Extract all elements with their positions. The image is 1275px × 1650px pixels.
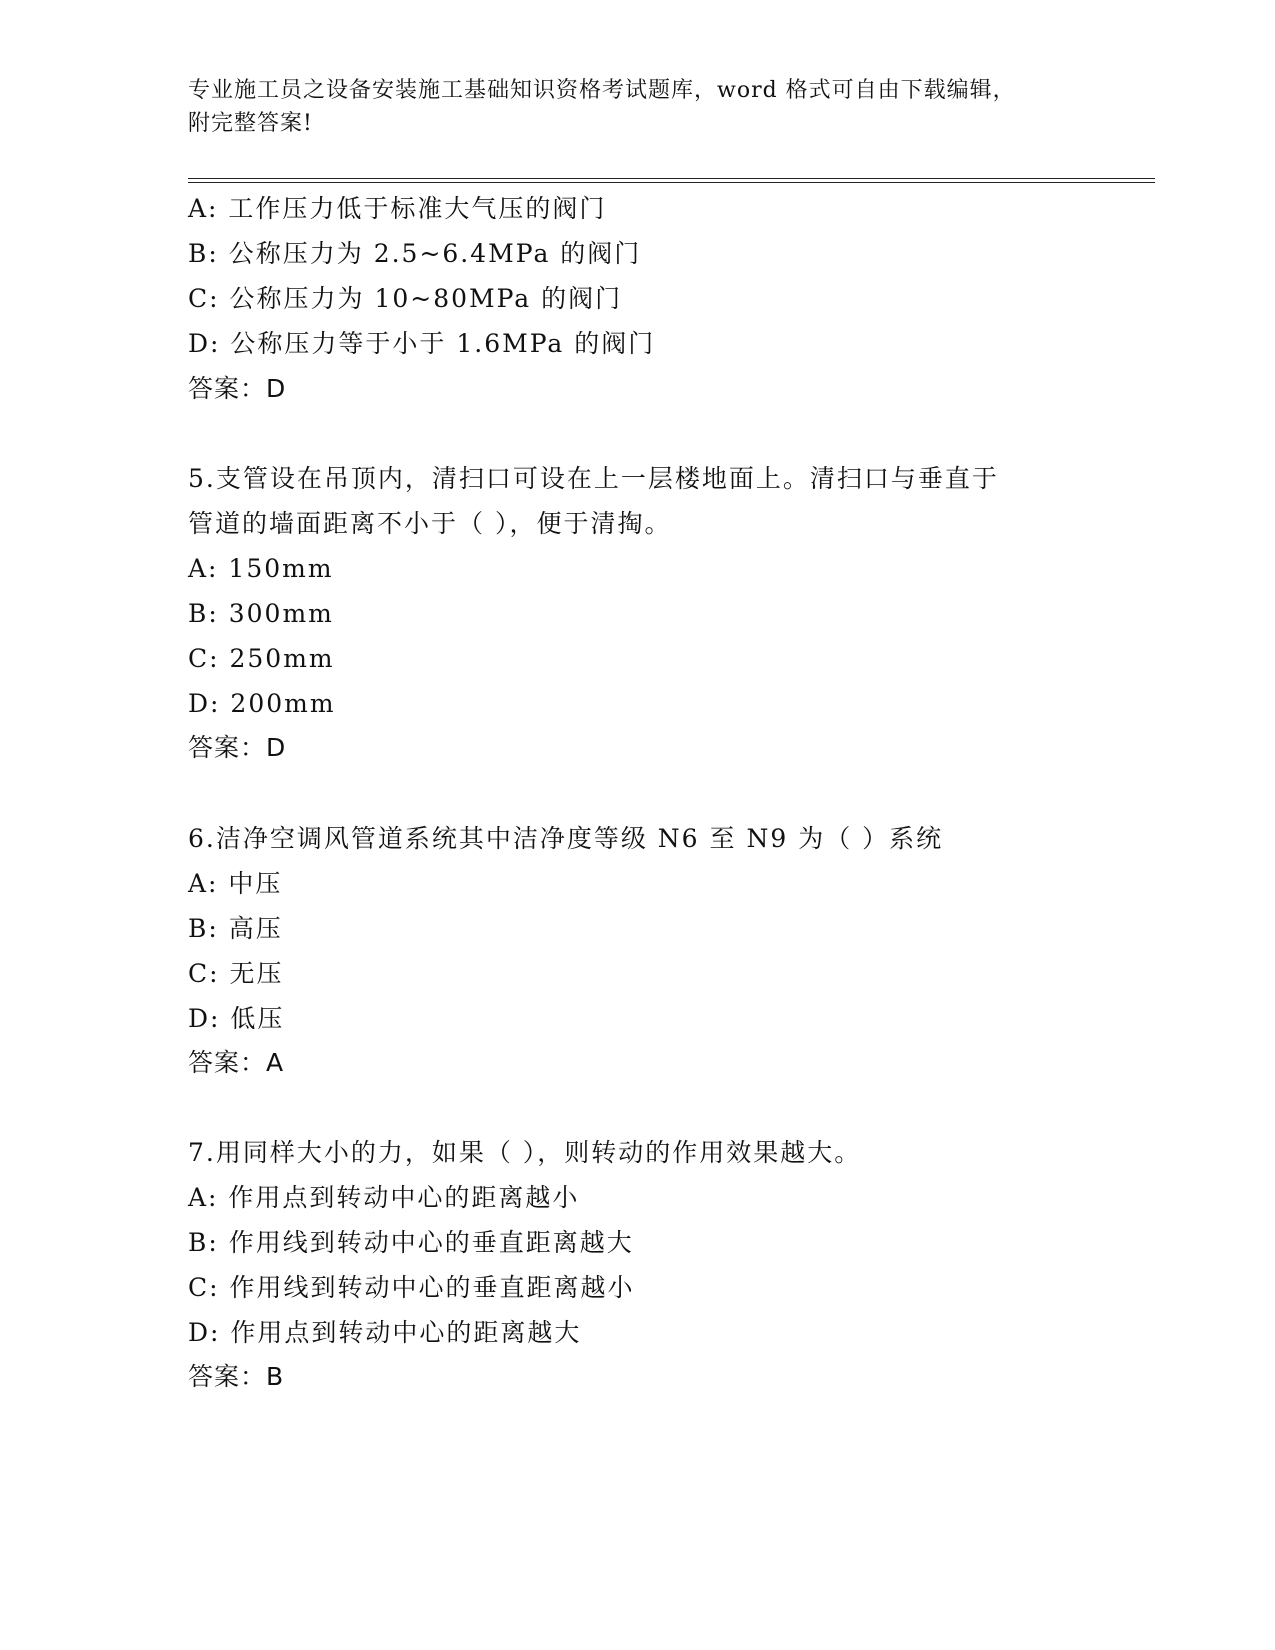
q5-option-d: D: 200mm — [188, 689, 336, 718]
q5-stem-line-1: 5.支管设在吊顶内，清扫口可设在上一层楼地面上。清扫口与垂直于 — [188, 464, 999, 493]
q4-option-b: B: 公称压力为 2.5~6.4MPa 的阀门 — [188, 239, 642, 268]
q7-option-d: D: 作用点到转动中心的距离越大 — [188, 1318, 582, 1347]
q5-stem-line-2: 管道的墙面距离不小于（ ），便于清掏。 — [188, 509, 672, 538]
q6-option-c: C: 无压 — [188, 959, 284, 988]
q6-option-d: D: 低压 — [188, 1004, 285, 1033]
q6-answer: 答案：A — [188, 1048, 285, 1077]
q5-option-b: B: 300mm — [188, 599, 334, 628]
q7-answer: 答案：B — [188, 1362, 285, 1391]
q4-option-a: A: 工作压力低于标准大气压的阀门 — [188, 194, 607, 223]
header-line-2: 附完整答案! — [188, 111, 313, 136]
q4-option-d: D: 公称压力等于小于 1.6MPa 的阀门 — [188, 329, 656, 358]
q5-option-a: A: 150mm — [188, 554, 334, 583]
q4-answer: 答案：D — [188, 374, 287, 403]
q6-option-a: A: 中压 — [188, 869, 283, 898]
q7-option-a: A: 作用点到转动中心的距离越小 — [188, 1183, 580, 1212]
header-divider — [188, 178, 1155, 183]
document-header — [188, 74, 1088, 140]
q6-option-b: B: 高压 — [188, 914, 283, 943]
q5-option-c: C: 250mm — [188, 644, 335, 673]
q5-answer: 答案：D — [188, 733, 287, 762]
q7-option-c: C: 作用线到转动中心的垂直距离越小 — [188, 1273, 635, 1302]
q6-stem: 6.洁净空调风管道系统其中洁净度等级 N6 至 N9 为（ ）系统 — [188, 824, 944, 853]
q7-stem: 7.用同样大小的力，如果（ ），则转动的作用效果越大。 — [188, 1138, 862, 1167]
q4-option-c: C: 公称压力为 10~80MPa 的阀门 — [188, 284, 623, 313]
header-line-1: 专业施工员之设备安装施工基础知识资格考试题库，word 格式可自由下载编辑， — [188, 78, 1016, 103]
q7-option-b: B: 作用线到转动中心的垂直距离越大 — [188, 1228, 634, 1257]
